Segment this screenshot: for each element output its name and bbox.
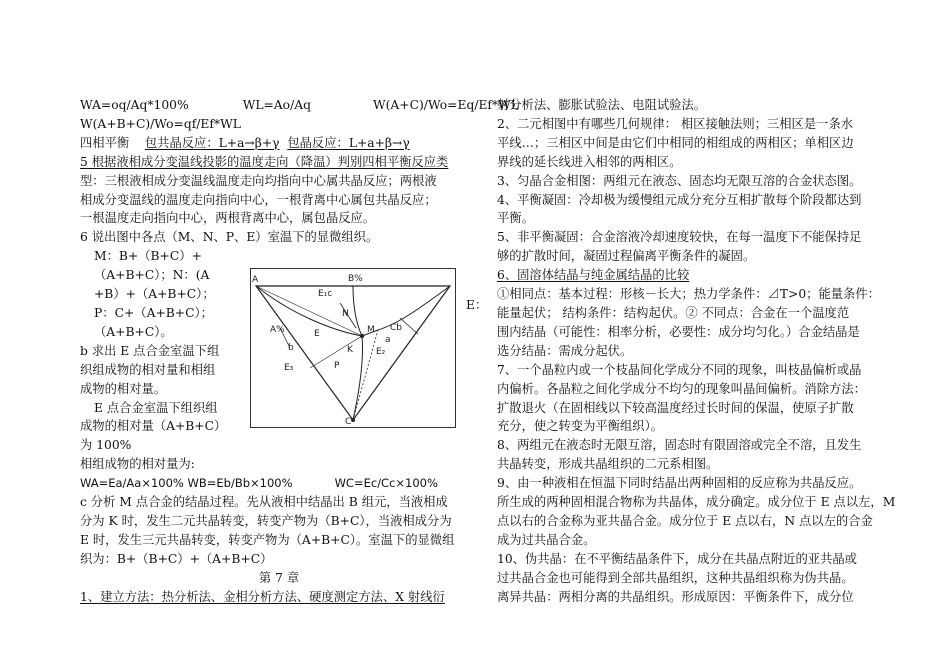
svg-text:C: C [345, 417, 352, 427]
item-5-line-4: 一根温度走向指向中心，两根背离中心，属包晶反应。 [80, 211, 376, 226]
point-M [360, 334, 364, 338]
part-c-line-1: c 分析 M 点合金的结晶过程。先从液相中结晶出 B 组元，当液相成 [80, 495, 448, 510]
part-b-question: b 求出 E 点合金室温下组 织组成物的相对量和相组 成物的相对量。 E 点合金室温下组织组 成物的相对量（A+B+C） 为 100% [80, 343, 227, 453]
part-c-line-2: 分为 K 时，发生二元共晶转变，转变产物为（B+C），当液相成分为 [80, 513, 452, 528]
item-5-line-3: 相成分变温线的温度走向指向中心，一根背离中心属包共晶反应； [80, 192, 437, 207]
ternary-phase-diagram [250, 268, 456, 428]
chapter-heading: 第 7 章 [258, 570, 300, 585]
formula-line-2: W(A+B+C)/Wo=qf/Ef*WL [80, 116, 241, 131]
svg-text:E₁c: E₁c [318, 289, 333, 299]
svg-text:Cb: Cb [390, 323, 402, 333]
item-5-line-2: 型：三根液相成分变温线温度走向均指向中心属共晶反应；两根液 [80, 173, 437, 188]
svg-text:K: K [347, 345, 353, 355]
svg-text:B%: B% [348, 274, 363, 284]
four-phase-line: 四相平衡 包共晶反应：L+a→β+γ 包晶反应：L+a+β→γ [80, 135, 410, 150]
svg-text:P: P [334, 361, 340, 371]
phase-relative-amount: 相组成物的相对量为: [80, 457, 195, 472]
svg-text:b: b [288, 343, 294, 353]
svg-text:A: A [252, 275, 259, 285]
right-column: 射分析法、膨胀试验法、电阻试验法。 2、二元相图中有哪些几何规律： 相区接触法则；三相区是一条水 平线…；三相区中间是由它们中相同的相组成的两相区；单相区边 界线的延长线进入相邻的两相区。 3、匀晶合金相图：两组元在液态、固态均无限互溶的合金状态图。 4、平衡凝固：冷却极为缓慢组元成分充分互相扩散每个阶段都达到 平衡。 5、非平衡凝固：合金溶液冷却速度较快，在每一温度下不能保持足 够的扩散时间，凝固过程偏离平衡条件的凝固。 6、固溶体结晶与纯金属结晶的比较 ①相同点：基本过程：形核－长大；热力学条件：⊿T>0；能量条件： 能量起伏； 结构条件：结构起伏。② 不同点：合金在一个温度范 围内结晶（可能性：相率分析，必要性：成分均匀化。）合金结晶是 选分结晶：需成分起伏。 7、一个晶粒内或一个枝晶间化学成分不同的现象，叫枝晶偏析或晶 内偏析。各晶粒之间化学成分不均匀的现象叫晶间偏析。消除方法： 扩散退火（在固相线以下较高温度经过长时间的保温，使原子扩散 充分，使之转变为平衡组织）。 8、两组元在液态时无限互溶，固态时有限固溶或完全不溶，且发生 共晶转变，形成共晶组织的二元系相图。 9、由一种液相在恒温下同时结晶出两种固相的反应称为共晶反应。 所生成的两种固相混合物称为共晶体，成分确定。成分位于 E 点以左，M 点以右的合金称为亚共晶合金。成分位于 E 点以右，N 点以左的合金 成为过共晶合金。 10、伪共晶：在不平衡结晶条件下，成分在共晶点附近的亚共晶或 过共晶合金也可能得到全部共晶组织，这种共晶组织称为伪共晶。 离异共晶：两相分离的共晶组织。形成原因：平衡条件下，成分位 [497, 98, 896, 604]
svg-text:A%: A% [270, 325, 285, 335]
svg-text:E₃: E₃ [284, 363, 294, 373]
microstructure-answers: M：B+（B+C）+ （A+B+C）；N：(A +B）+（A+B+C）； P：C+（A+B+C）； （A+B+C）。 [94, 249, 215, 339]
part-c-line-3: E 时，发生三元共晶转变，转变产物为（A+B+C）。室温下的显微组 [80, 532, 455, 547]
svg-text:N: N [342, 309, 349, 319]
item-6-question: 6 说出图中各点（M、N、P、E）室温下的显微组织。 [80, 230, 379, 245]
phase-formulas: WA=Ea/Aa×100% WB=Eb/Bb×100% WC=Ec/Cc×100% [80, 476, 438, 491]
svg-text:a: a [385, 335, 391, 345]
e-label: E： [466, 298, 488, 312]
svg-text:M: M [367, 325, 375, 335]
chapter-7-item-1: 1、建立方法：热分析法、金相分析方法、硬度测定方法、X 射线衍 [80, 589, 445, 604]
part-c-line-4: 织为：B+（B+C）+（A+B+C） [80, 551, 273, 566]
formula-line-1: WA=oq/Aq*100% WL=Ao/Aq W(A+C)/Wo=Eq/Ef*WL [80, 98, 519, 112]
svg-text:E: E [314, 329, 320, 339]
svg-text:E₂: E₂ [376, 347, 386, 357]
item-5-line-1: 5 根据液相成分变温线投影的温度走向（降温）判别四相平衡反应类 [80, 154, 449, 169]
